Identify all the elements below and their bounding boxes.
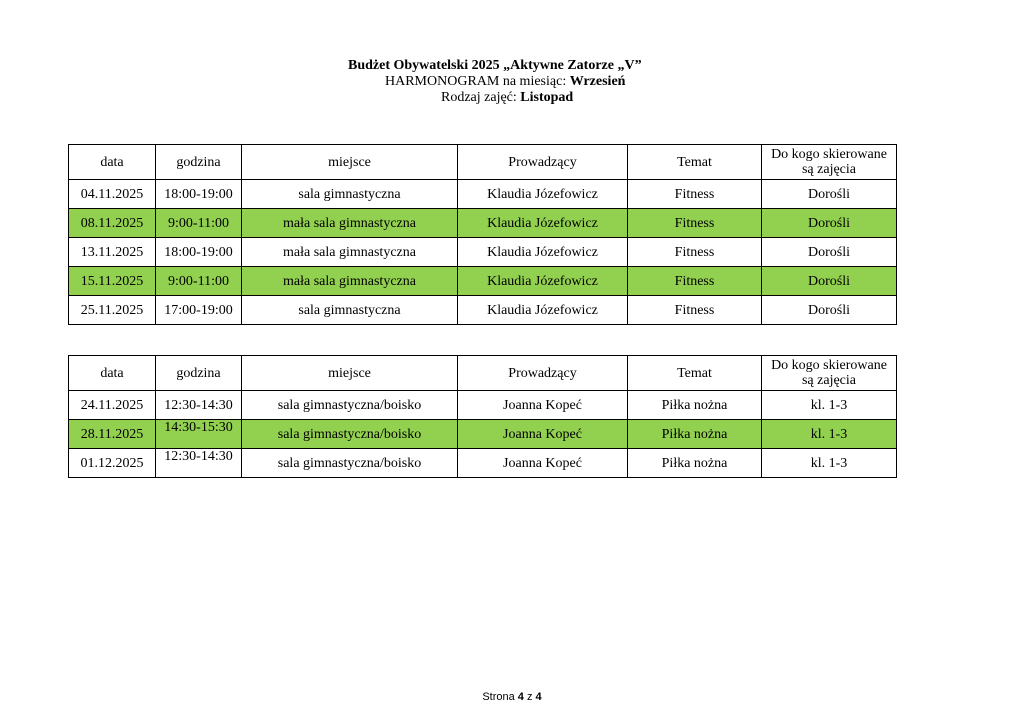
cell-place: sala gimnastyczna: [242, 296, 458, 325]
cell-instructor: Joanna Kopeć: [458, 449, 628, 478]
cell-topic: Fitness: [628, 180, 762, 209]
table-row: [69, 180, 897, 209]
cell-topic: Fitness: [628, 267, 762, 296]
cell-audience: Dorośli: [762, 296, 897, 325]
cell-place: sala gimnastyczna/boisko: [242, 449, 458, 478]
cell-instructor: Joanna Kopeć: [458, 420, 628, 449]
cell-instructor: Klaudia Józefowicz: [458, 209, 628, 238]
cell-place: sala gimnastyczna/boisko: [242, 391, 458, 420]
column-header-instructor: Prowadzący: [458, 356, 628, 391]
column-header-date: data: [69, 145, 156, 180]
cell-date: 24.11.2025: [69, 391, 156, 420]
cell-place: mała sala gimnastyczna: [242, 209, 458, 238]
cell-audience: kl. 1-3: [762, 420, 897, 449]
cell-place: mała sala gimnastyczna: [242, 267, 458, 296]
cell-time: 12:30-14:30: [156, 391, 242, 420]
column-header-place: miejsce: [242, 145, 458, 180]
cell-date: 15.11.2025: [69, 267, 156, 296]
page-number: [0, 691, 1024, 703]
table-header-row: [69, 145, 897, 180]
cell-time: 9:00-11:00: [156, 267, 242, 296]
activity-type-line: [441, 90, 573, 106]
column-header-topic: Temat: [628, 145, 762, 180]
page-number-total: 4: [535, 691, 542, 703]
cell-topic: Piłka nożna: [628, 420, 762, 449]
column-header-place: miejsce: [242, 356, 458, 391]
activity-type-label: Rodzaj zajęć:: [441, 90, 521, 105]
cell-instructor: Joanna Kopeć: [458, 391, 628, 420]
page-number-separator: z: [523, 691, 536, 703]
cell-time: 14:30-15:30: [156, 420, 242, 449]
cell-place: mała sala gimnastyczna: [242, 238, 458, 267]
cell-topic: Fitness: [628, 238, 762, 267]
table-row-highlighted: [69, 267, 897, 296]
cell-topic: Piłka nożna: [628, 449, 762, 478]
cell-time: 17:00-19:00: [156, 296, 242, 325]
cell-audience: kl. 1-3: [762, 449, 897, 478]
cell-instructor: Klaudia Józefowicz: [458, 296, 628, 325]
table-row: [69, 391, 897, 420]
table-header-row: [69, 356, 897, 391]
cell-instructor: Klaudia Józefowicz: [458, 267, 628, 296]
page-number-label: Strona: [482, 691, 518, 703]
table-row-highlighted: [69, 420, 897, 449]
cell-audience: Dorośli: [762, 209, 897, 238]
activity-type-value: Listopad: [520, 90, 574, 105]
page-number-current: 4: [517, 691, 524, 703]
schedule-month-value: Wrzesień: [569, 74, 626, 89]
cell-date: 25.11.2025: [69, 296, 156, 325]
cell-time: 18:00-19:00: [156, 180, 242, 209]
cell-time: 9:00-11:00: [156, 209, 242, 238]
table-row: [69, 449, 897, 478]
column-header-time: godzina: [156, 145, 242, 180]
cell-time: 18:00-19:00: [156, 238, 242, 267]
cell-audience: kl. 1-3: [762, 391, 897, 420]
column-header-date: data: [69, 356, 156, 391]
schedule-table-fitness: [68, 144, 897, 325]
cell-date: 01.12.2025: [69, 449, 156, 478]
table-row: [69, 296, 897, 325]
schedule-month-line: [385, 74, 625, 90]
cell-time: 12:30-14:30: [156, 449, 242, 478]
schedule-month-label: HARMONOGRAM na miesiąc:: [385, 74, 570, 89]
cell-date: 04.11.2025: [69, 180, 156, 209]
table-row: [69, 238, 897, 267]
column-header-audience: Do kogo skierowane są zajęcia: [762, 356, 897, 391]
document-title: Budżet Obywatelski 2025 „Aktywne Zatorze „V”: [348, 58, 642, 73]
column-header-audience: Do kogo skierowane są zajęcia: [762, 145, 897, 180]
schedule-table-football: [68, 355, 897, 478]
column-header-instructor: Prowadzący: [458, 145, 628, 180]
cell-place: sala gimnastyczna: [242, 180, 458, 209]
cell-topic: Fitness: [628, 209, 762, 238]
cell-instructor: Klaudia Józefowicz: [458, 180, 628, 209]
cell-date: 08.11.2025: [69, 209, 156, 238]
cell-audience: Dorośli: [762, 238, 897, 267]
cell-audience: Dorośli: [762, 267, 897, 296]
cell-instructor: Klaudia Józefowicz: [458, 238, 628, 267]
cell-topic: Fitness: [628, 296, 762, 325]
cell-audience: Dorośli: [762, 180, 897, 209]
column-header-time: godzina: [156, 356, 242, 391]
cell-date: 28.11.2025: [69, 420, 156, 449]
cell-date: 13.11.2025: [69, 238, 156, 267]
table-row-highlighted: [69, 209, 897, 238]
cell-topic: Piłka nożna: [628, 391, 762, 420]
column-header-topic: Temat: [628, 356, 762, 391]
cell-place: sala gimnastyczna/boisko: [242, 420, 458, 449]
